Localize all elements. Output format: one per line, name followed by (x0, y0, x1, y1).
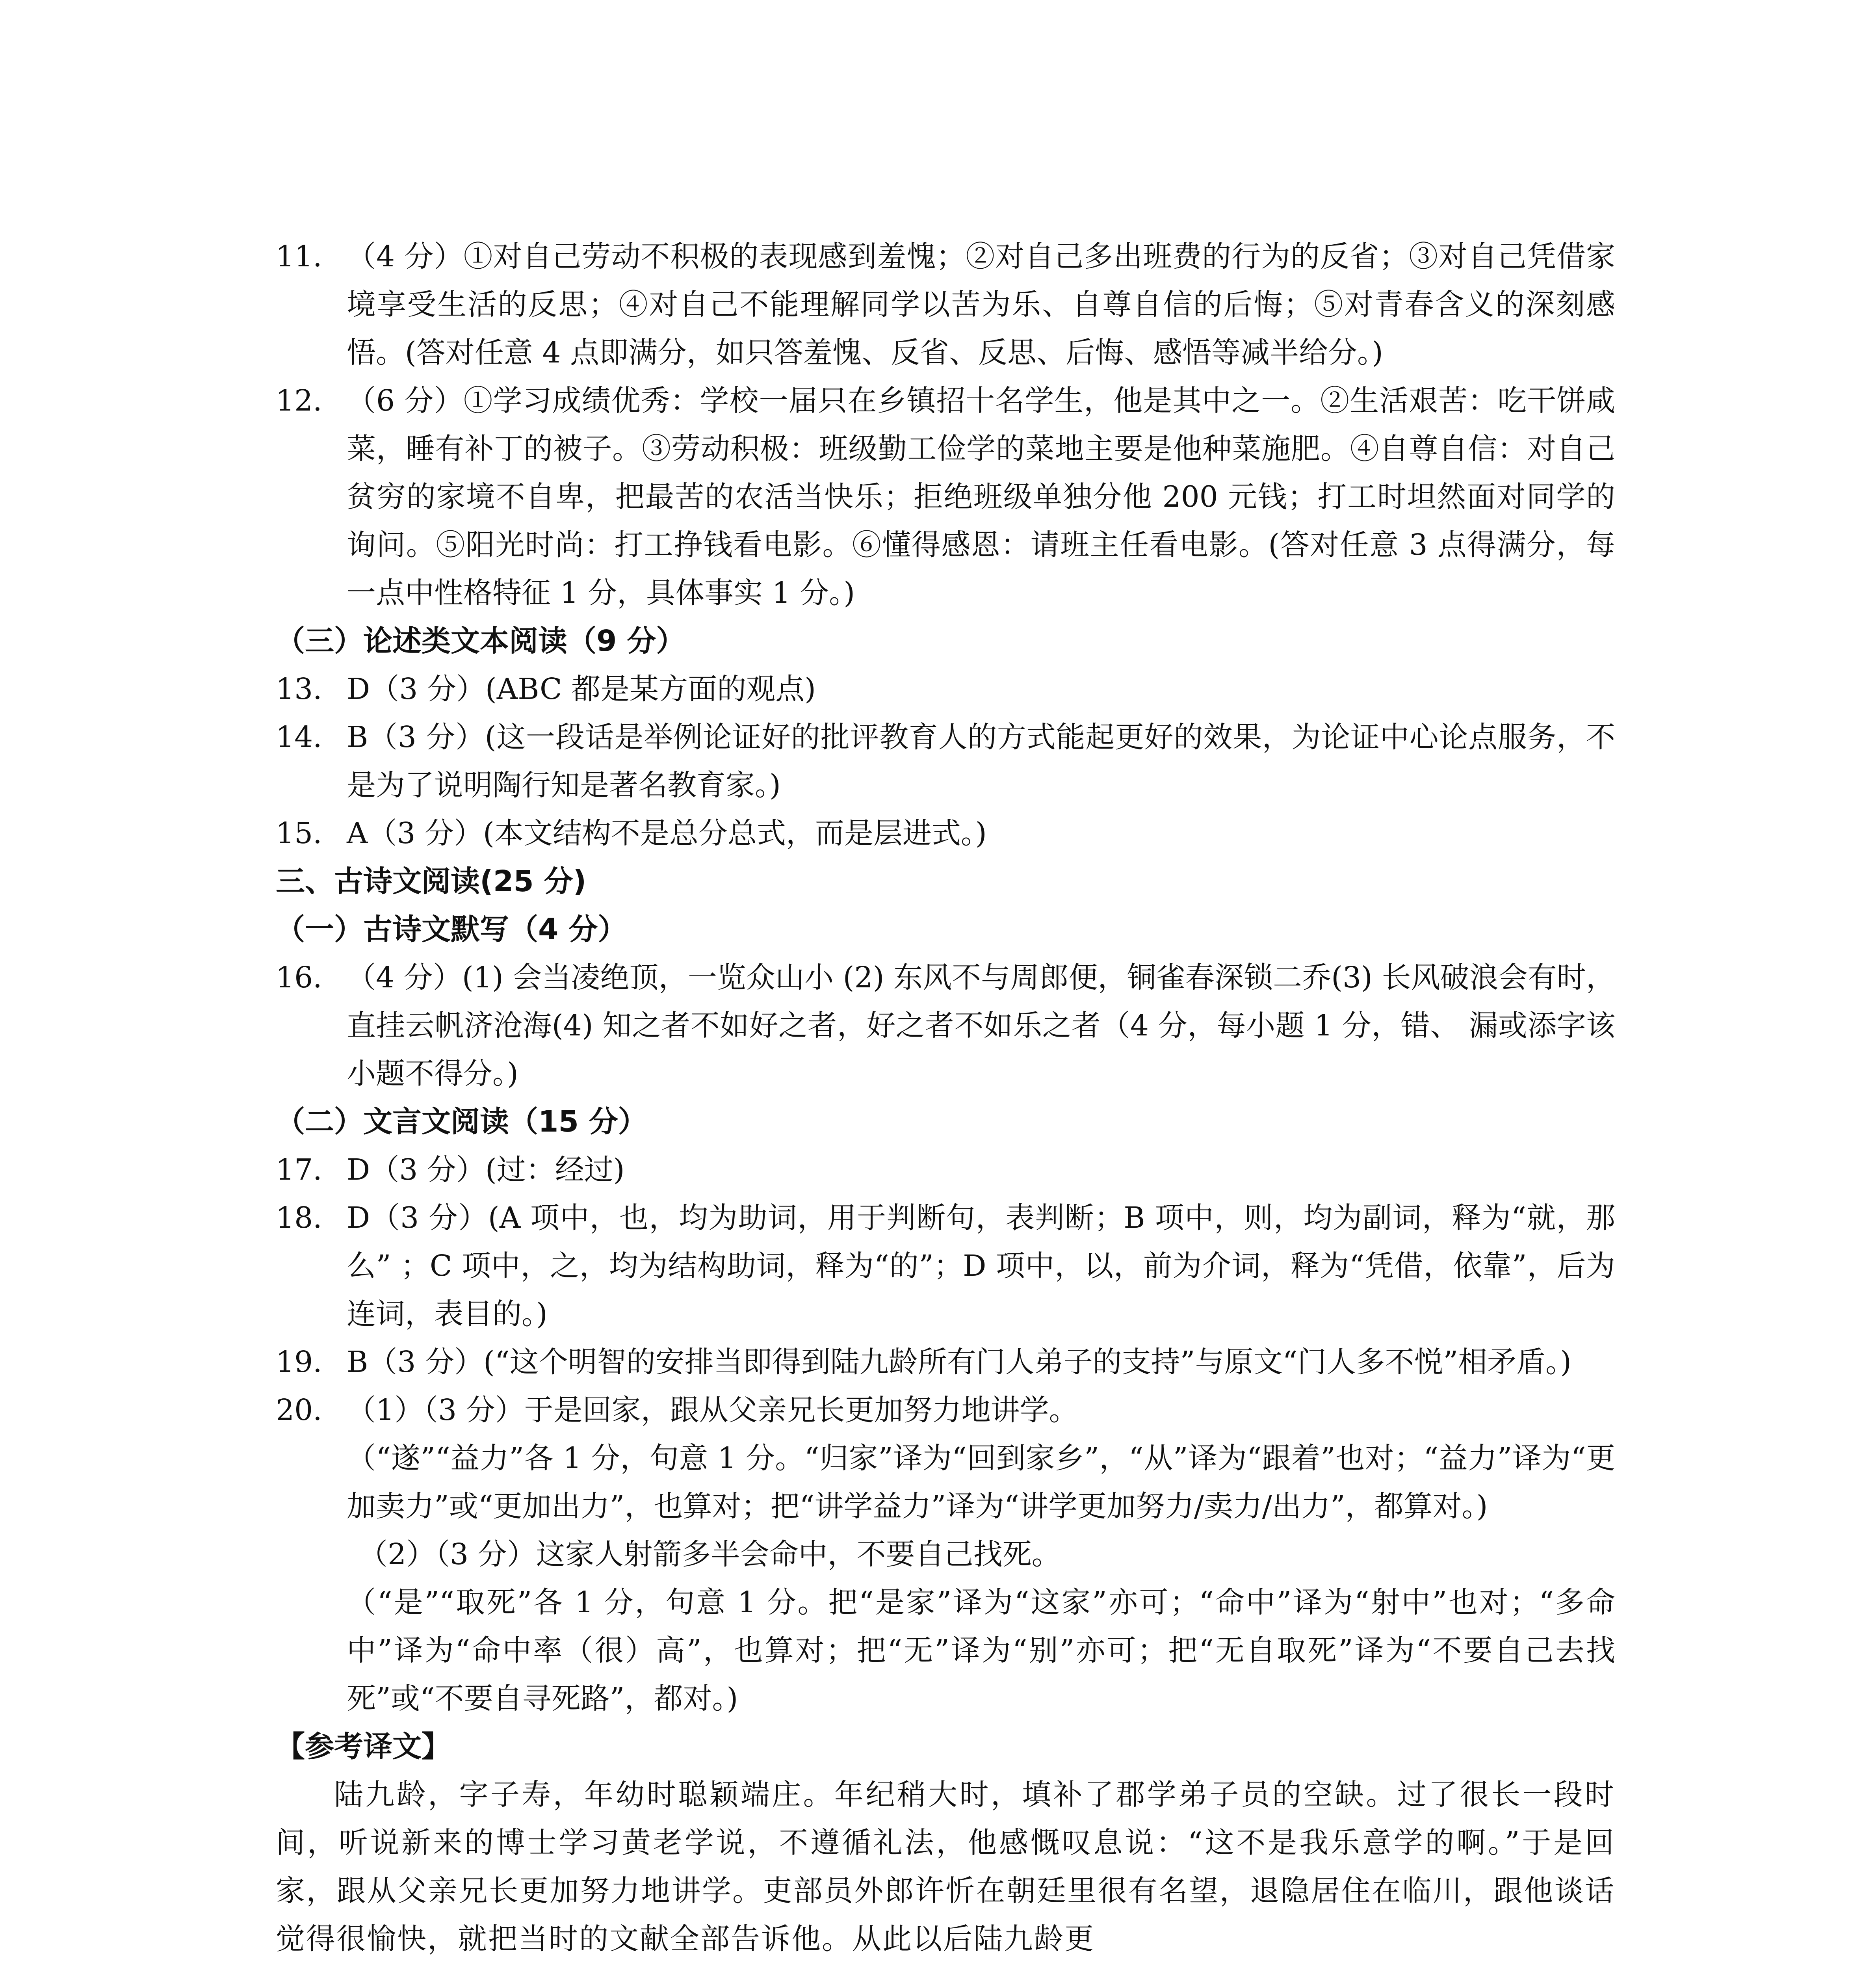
item-number: 13. (276, 672, 322, 706)
item-text: D（3 分）(ABC 都是某方面的观点) (347, 672, 816, 706)
item-text: B（3 分）(这一段话是举例论证好的批评教育人的方式能起更好的效果，为论证中心论点服务，不是为了说明陶行知是著名教育家。) (347, 720, 1615, 802)
item-number: 16. (276, 961, 322, 994)
item-text: （6 分）①学习成绩优秀：学校一届只在乡镇招十名学生，他是其中之一。②生活艰苦：吃干饼咸菜，睡有补丁的被子。③劳动积极：班级勤工俭学的菜地主要是他种菜施肥。④自尊自信：对自己贫穷的家境不自卑，把最苦的农活当快乐；拒绝班级单独分他 200 元钱；打工时坦然面对同学的询问。⑤阳光时尚：打工挣钱看电影。⑥懂得感恩：请班主任看电影。(答对任意 3 点得满分，每一点中性格特征 1 分，具体事实 1 分。) (347, 384, 1615, 610)
item-number: 20. (276, 1393, 322, 1427)
item-number: 15. (276, 816, 322, 850)
reference-translation-heading: 【参考译文】 (276, 1730, 451, 1764)
item-number: 14. (276, 720, 322, 754)
answer-item-13 (276, 665, 1615, 713)
item-20-part-1: （1）（3 分）于是回家，跟从父亲兄长更加努力地讲学。 (347, 1393, 1078, 1427)
item-text: D（3 分）(A 项中，也，均为助词，用于判断句，表判断；B 项中，则，均为副词，释为“就，那么” ；C 项中，之，均为结构助词，释为“的”；D 项中，以，前为介词，释为“凭借，依靠”，后为连词，表目的。) (347, 1201, 1615, 1331)
item-number: 17. (276, 1153, 322, 1187)
item-20-part-1-note: （“遂”“益力”各 1 分，句意 1 分。“归家”译为“回到家乡”，“从”译为“跟着”也对；“益力”译为“更加卖力”或“更加出力”，也算对；把“讲学益力”译为“讲学更加努力/卖力/出力”，都算对。) (347, 1441, 1615, 1523)
answer-item-15 (276, 809, 1615, 857)
item-text: （4 分）(1) 会当凌绝顶，一览众山小 (2) 东风不与周郎便，铜雀春深锁二乔(3) 长风破浪会有时，直挂云帆济沧海(4) 知之者不如好之者，好之者不如乐之者（4 分，每小题 1 分，错、 漏或添字该小题不得分。) (347, 961, 1615, 1091)
answer-item-18 (276, 1194, 1615, 1338)
item-number: 18. (276, 1201, 322, 1235)
item-20-part-2: （2）（3 分）这家人射箭多半会命中，不要自己找死。 (358, 1537, 1061, 1571)
subsection-heading-classical-prose: （二）文言文阅读（15 分） (276, 1105, 647, 1139)
item-number: 11. (276, 240, 322, 273)
answer-item-19 (276, 1338, 1615, 1386)
answer-item-16 (276, 953, 1615, 1098)
item-text: D（3 分）(过：经过) (347, 1153, 625, 1187)
section-heading-argumentative: （三）论述类文本阅读（9 分） (276, 624, 685, 658)
answer-item-20 (276, 1386, 1615, 1434)
item-text: A（3 分）(本文结构不是总分总式，而是层进式。) (347, 816, 987, 850)
item-20-part-2-note: （“是”“取死”各 1 分，句意 1 分。把“是家”译为“这家”亦可；“命中”译为“射中”也对；“多命中”译为“命中率（很）高”，也算对；把“无”译为“别”亦可；把“无自取死”译为“不要自己去找死”或“不要自寻死路”，都对。) (347, 1585, 1615, 1715)
item-text: B（3 分）(“这个明智的安排当即得到陆九龄所有门人弟子的支持”与原文“门人多不悦”相矛盾。) (347, 1345, 1572, 1379)
item-number: 19. (276, 1345, 322, 1379)
item-number: 12. (276, 384, 322, 418)
answer-item-12 (276, 377, 1615, 617)
answer-item-14 (276, 713, 1615, 809)
subsection-heading-dictation: （一）古诗文默写（4 分） (276, 913, 627, 946)
reference-translation-text: 陆九龄，字子寿，年幼时聪颖端庄。年纪稍大时，填补了郡学弟子员的空缺。过了很长一段时间，听说新来的博士学习黄老学说，不遵循礼法，他感慨叹息说：“这不是我乐意学的啊。”于是回家，跟从父亲兄长更加努力地讲学。吏部员外郎许忻在朝廷里很有名望，退隐居住在临川，跟他谈话觉得很愉快，就把当时的文献全部告诉他。从此以后陆九龄更 (276, 1778, 1615, 1956)
answer-item-11 (276, 232, 1615, 377)
section-heading-classical: 三、古诗文阅读(25 分) (276, 864, 587, 898)
item-text: （4 分）①对自己劳动不积极的表现感到羞愧；②对自己多出班费的行为的反省；③对自己凭借家境享受生活的反思；④对自己不能理解同学以苦为乐、自尊自信的后悔；⑤对青春含义的深刻感悟。(答对任意 4 点即满分，如只答羞愧、反省、反思、后悔、感悟等减半给分。) (347, 240, 1615, 370)
answer-content (276, 232, 1615, 1963)
answer-item-17 (276, 1146, 1615, 1194)
